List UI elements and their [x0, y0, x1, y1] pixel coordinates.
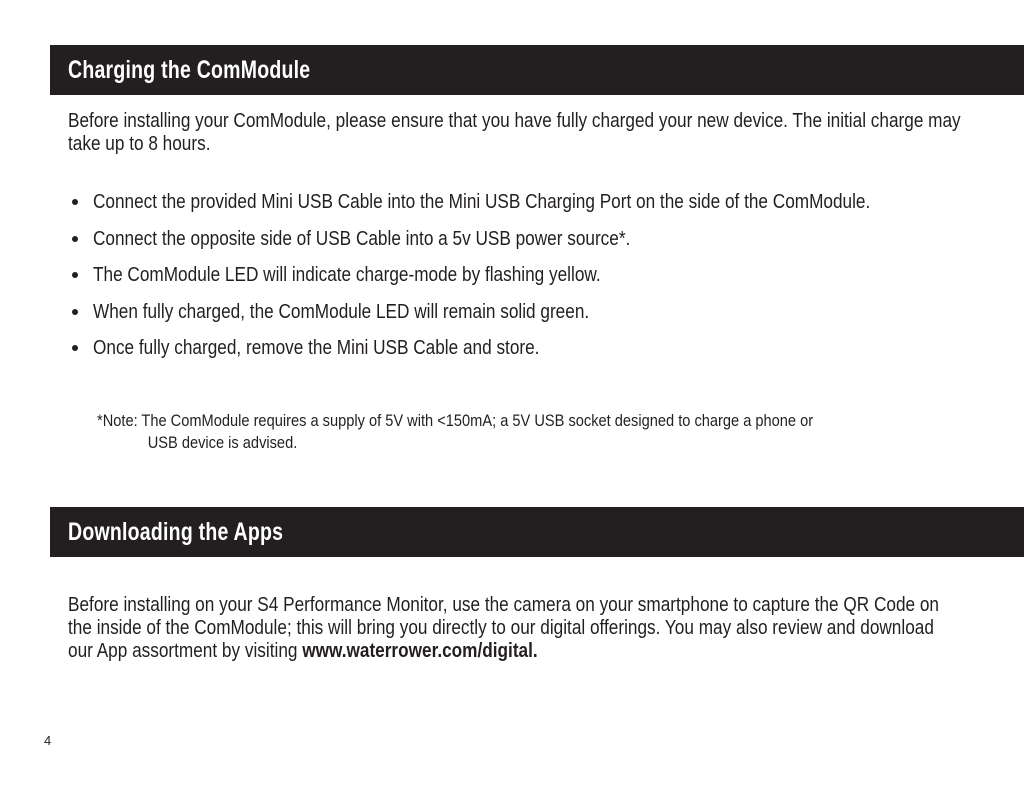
list-item-text: The ComModule LED will indicate charge-mode by flashing yellow. — [93, 264, 601, 286]
bullet-icon — [72, 199, 78, 205]
apps-body-text: Before installing on your S4 Performance Monitor, use the camera on your smartphone to capture the QR Code on the inside of the ComModule; this will bring you directly to our digital offerings. You may also review and download our App assortment by visiting — [68, 594, 939, 662]
section-title: Downloading the Apps — [68, 517, 284, 546]
list-item — [72, 227, 997, 264]
section-title: Charging the ComModule — [68, 55, 311, 84]
list-item — [72, 300, 997, 337]
page-number: 4 — [44, 733, 52, 748]
section-header-apps — [50, 507, 1024, 557]
charging-steps-list — [72, 190, 997, 373]
list-item-text: Connect the provided Mini USB Cable into the Mini USB Charging Port on the side of the ComModule. — [93, 191, 871, 213]
list-item-text: Once fully charged, remove the Mini USB Cable and store. — [93, 337, 540, 359]
note-line: USB device is advised. — [147, 433, 298, 452]
list-item — [72, 336, 997, 373]
charging-intro-paragraph: Before installing your ComModule, please ensure that you have fully charged your new device. The initial charge may take up to 8 hours. — [68, 110, 961, 155]
note-line: *Note: The ComModule requires a supply of 5V with <150mA; a 5V USB socket designed to charge a phone or — [97, 411, 814, 430]
bullet-icon — [72, 345, 78, 351]
list-item — [72, 190, 997, 227]
list-item — [72, 263, 997, 300]
bullet-icon — [72, 309, 78, 315]
list-item-text: Connect the opposite side of USB Cable into a 5v USB power source*. — [93, 227, 631, 250]
list-item-text: When fully charged, the ComModule LED will remain solid green. — [93, 300, 590, 323]
bullet-icon — [72, 236, 78, 242]
section-header-charging — [50, 45, 1024, 95]
power-supply-note — [97, 410, 966, 454]
website-link[interactable]: www.waterrower.com/digital. — [302, 640, 538, 662]
apps-paragraph — [68, 594, 962, 663]
bullet-icon — [72, 272, 78, 278]
